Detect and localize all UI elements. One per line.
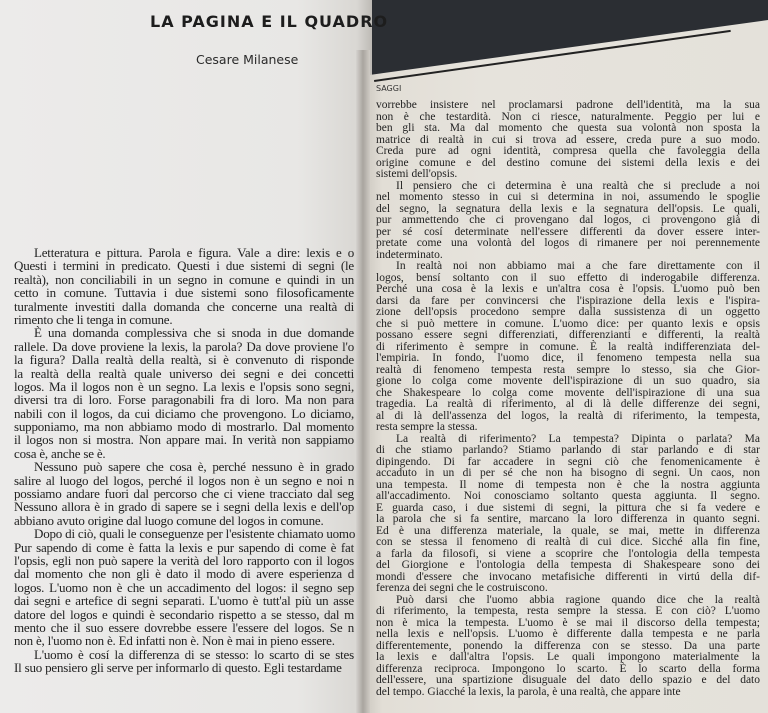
text-line: differenza reciproca. Impongono lo scarto. È lo scarto della forma: [376, 662, 760, 675]
text-line: abbiano avuto origine dal luogo comune del logos in comune.: [14, 512, 324, 528]
article-title: LA PAGINA E IL QUADRO: [150, 12, 389, 31]
text-line: realtà), non conciliabili in un segno in comune e quindi in un: [14, 271, 354, 287]
text-line: la lexis e dall'altra l'opsis. Le quali impongono materialmente la: [376, 651, 760, 663]
text-line: che si può mettere in comune. L'uomo dice: per quanto lexis e opsis: [376, 317, 760, 330]
text-line: dai segni e artefice di segni separati. L'uomo è tutt'al più un asse: [14, 593, 354, 609]
text-line: Perché una cosa è la lexis e un'altra cosa è l'opsis. L'uomo può ben: [376, 283, 760, 295]
text-line: accaduto in un di per sé che non ha bisogno di segni. Un caos, non: [376, 467, 760, 479]
text-line: Può darsi che l'uomo abbia ragione quando dice che la realtà: [396, 593, 760, 606]
text-line: logos, bensí soltanto con il suo effetto di inderogabile differenza.: [376, 271, 760, 284]
text-line: ben gli sta. Ma dal momento che questa sua volontà non sposta la: [376, 122, 760, 134]
text-line: di che stiamo parlando? Stiamo parlando di star parlando e di star: [376, 444, 760, 456]
text-line: non è che testardità. Non ci riesce, naturalmente. Peggio per lui e: [376, 110, 760, 123]
text-line: vorrebbe insistere nel proclamarsi padrone dell'identità, ma la sua: [376, 99, 760, 111]
text-line: una tempesta. Il nome di tempesta non è che la nostra aggiunta: [376, 478, 760, 491]
text-line: mondi d'essere che invocano metafisiche differenti in virtú della dif-: [376, 570, 760, 583]
text-line: zione dell'opsis procedono sempre dalla sussistenza di un oggetto: [376, 306, 760, 318]
text-line: logos. L'uomo non è che un accadimento del logos: il segno sep: [14, 579, 354, 595]
text-line: Il suo pensiero gli serve per informarlo di questo. Egli testardame: [14, 660, 342, 676]
text-line: la realtà della realtà quale universo dei segni e dei concetti: [14, 365, 354, 381]
text-line: del tempo. Giacché la lexis, la parola, è una realtà, che appare inte: [376, 685, 681, 698]
right-page-text: [376, 100, 760, 698]
text-line: nabili con il logos, da cui diciamo che provengono. Lo diciamo,: [14, 405, 354, 421]
text-line: mento che il suo essere dovrebbe essere l'essere del logos. Se n: [14, 619, 354, 635]
text-line: ferenza dei segni che le costruiscono.: [376, 582, 548, 594]
text-line: Questi i termini in predicato. Questi i due sistemi di segni (le: [14, 258, 354, 274]
text-line: Nessuno può sapere che cosa è, perché nessuno è in grado: [34, 459, 354, 475]
text-line: tragedia. La realtà di riferimento, al di là delle differenze dei segni,: [376, 398, 760, 410]
article-author: Cesare Milanese: [196, 52, 299, 67]
text-line: cetto in comune. Tuttavia i due sistemi sono filosoficamente: [14, 285, 354, 301]
text-line: gione lo colga come movente dell'ispirazione di un suo quadro, sia: [376, 375, 760, 387]
text-line: il logos non si mostra. Non appare mai. In verità non sappiamo: [14, 432, 354, 448]
running-header: SAGGI: [376, 84, 402, 93]
text-line: matrice di realtà in cui si trova ad essere, creda pure a suo modo.: [376, 133, 760, 146]
text-line: nel momento stesso in cui si determina in noi, assumendo le spoglie: [376, 191, 760, 203]
text-line: dell'essere, una spartizione disuguale del dato dello spazio e del dato: [376, 674, 760, 686]
text-line: non è mica la tempesta. L'uomo è se mai il discorso della tempesta;: [376, 616, 760, 629]
text-line: turalmente investiti dalla domanda che concerne una realtà di: [14, 298, 354, 314]
text-line: l'empiria. In fondo, l'uomo dice, il fenomeno tempesta nella sua: [376, 352, 760, 364]
text-line: possano essere segni differenziati, differenzianti e differenti, la realtà: [376, 329, 760, 341]
text-line: Ed è una differenza materiale, la quale, se mai, mette in differenza: [376, 524, 760, 537]
text-line: rallele. Da dove proviene la lexis, la parola? Da dove proviene l'o: [14, 338, 354, 354]
text-line: dipingendo. Di far accadere in segni ciò che fenomenicamente è: [376, 455, 760, 468]
text-line: Nessuno allora è in grado di sapere se i segni della lexis e dell'op: [14, 499, 354, 515]
text-line: pur ammettendo che ci provengano dal logos, ci provengono già di: [376, 214, 760, 226]
text-line: Pur sapendo di come è fatta la lexis e pur sapendo di come è fat: [14, 539, 354, 555]
text-line: differentemente, ponendo la differenza con se stesso. Da una parte: [376, 639, 760, 652]
text-line: rimento che li tenga in comune.: [14, 311, 173, 327]
text-line: nella lexis e nell'opsis. L'uomo è differente dalla tempesta e ne parla: [376, 628, 760, 640]
text-line: non è, l'uomo non è. Ed infatti non è. Non è mai in pieno essere.: [14, 633, 335, 649]
text-line: l'opsis, egli non può sapere la verità del loro rapporto con il logos: [14, 552, 354, 568]
text-line: dal momento che non gli è dato il modo di avere esperienza d: [14, 566, 354, 582]
text-line: di riferimento, la tempesta, resta sempre la stessa. E con ciò? L'uomo: [376, 605, 760, 617]
text-line: Dopo di ciò, quali le conseguenze per l'esistente chiamato uomo: [34, 526, 356, 542]
text-line: La realtà di riferimento? La tempesta? Dipinta o parlata? Ma: [396, 432, 760, 445]
text-line: all'accadimento. Noi conosciamo soltanto questa aggiunta. Il segno.: [376, 490, 760, 502]
text-line: di riferimento è sempre in comune. È la realtà indifferenziata del-: [376, 340, 760, 353]
left-page-text: [14, 246, 354, 675]
text-line: del segno, la segnatura della lexis e la segnatura dell'opsis. Le quali,: [376, 202, 760, 215]
text-line: la parola che si fa sentire, marcano la loro differenza in quanto segni.: [376, 513, 760, 525]
text-line: cosa è, anche se è.: [14, 445, 106, 461]
text-line: del Giorgione e l'ontologia della tempesta di Shakespeare sono dei: [376, 559, 760, 571]
book-gutter: [356, 50, 370, 713]
text-line: datore del logos e quindi è secondario rispetto a se stesso, dal m: [14, 606, 354, 622]
text-line: diversi tra di loro. Forse paragonabili fra di loro. Ma non para: [14, 392, 354, 408]
text-line: pretate come una volontà del logos di rimanere per noi perennemente: [376, 237, 760, 249]
text-line: per sé cosí determinate nell'essere differenti da dover essere inter-: [376, 225, 760, 238]
text-line: che Shakespeare lo colga come movente dell'ispirazione di una sua: [376, 386, 760, 399]
text-line: È una domanda complessiva che si snoda in due domande: [34, 325, 354, 341]
text-line: al di là dell'assenza del logos, la realtà di riferimento, la tempesta,: [376, 409, 760, 422]
text-line: con se stessa il fenomeno di realtà di cui dice. Sicché alla fin fine,: [376, 536, 760, 548]
text-line: darsi da fare per convincersi che l'ispirazione della lexis e l'ispira-: [376, 294, 760, 307]
text-line: L'uomo è cosí la differenza di se stesso: lo scarto di se stes: [34, 646, 354, 662]
text-line: origine comune e del destino comune dei sistemi della lexis e dei: [376, 156, 760, 169]
text-line: a farla da filosofi, si viene a scoprire che l'ontologia della tempesta: [376, 547, 760, 560]
text-line: indeterminato.: [376, 248, 443, 261]
text-line: In realtà noi non abbiamo mai a che fare direttamente con il: [396, 260, 760, 272]
text-line: sistemi dell'opsis.: [376, 168, 458, 180]
text-line: resta sempre la stessa.: [376, 421, 478, 433]
text-line: realtà di fenomeno tempesta resta sempre lo stesso, sia che Gior-: [376, 363, 760, 376]
text-line: Il pensiero che ci determina è una realtà che si preclude a noi: [396, 179, 760, 192]
text-line: logos. Ma il logos non è un segno. La lexis e l'opsis sono segni,: [14, 378, 354, 394]
text-line: E guarda caso, i due sistemi di segni, la pittura che si fa vedere e: [376, 501, 760, 514]
text-line: possiamo andare fuori dal percorso che ci viene tracciato dal seg: [14, 486, 354, 502]
text-line: salire al luogo del logos, perché il logos non è un segno e noi n: [14, 472, 354, 488]
text-line: Creda pure ad ogni identità, compresa quella che favoleggia della: [376, 145, 760, 157]
text-line: supponiamo, ma non abbiamo modo di mostrarlo. Dal momento: [14, 419, 354, 435]
text-line: la figura? Dalla realtà della realtà, si è convenuto di risponde: [14, 352, 354, 368]
text-line: Letteratura e pittura. Parola e figura. Vale a dire: lexis e o: [34, 245, 354, 260]
